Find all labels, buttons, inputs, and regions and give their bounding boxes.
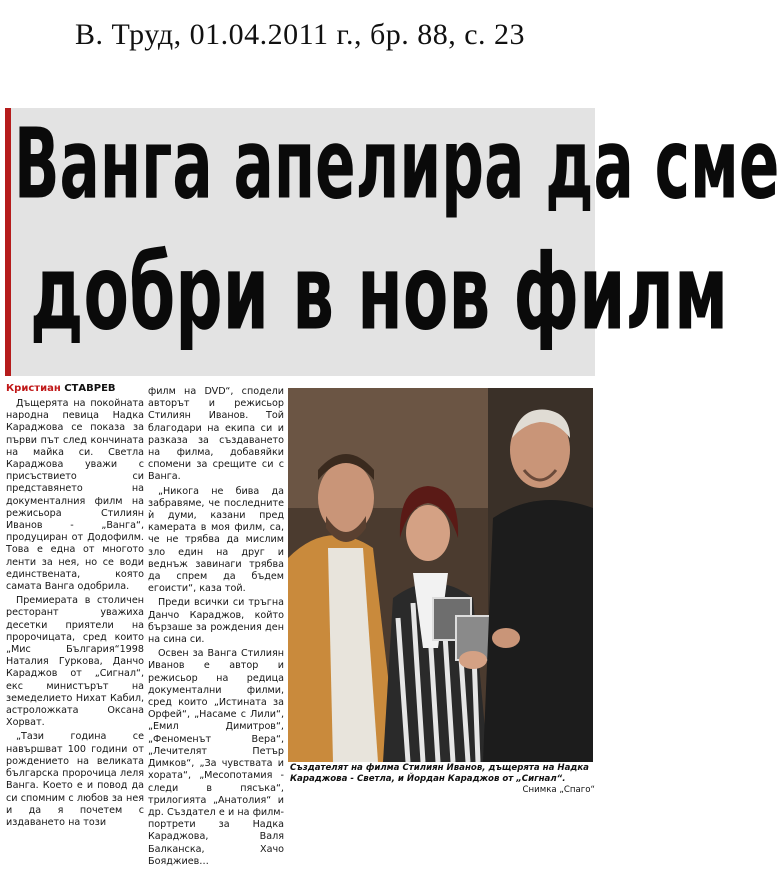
photo-caption [290,763,595,796]
paragraph: филм на DVD“, сподели авторът и режисьор Стилиян Иванов. Той благодари на екипа си и разказа за създаването на филма, добавяйки спомени за срещите си с Ванга. [148,386,284,483]
paragraph: „Никога не бива да забравяме, че последните ѝ думи, казани пред камерата в моя филм, са, че не трябва да мислим зло един на друг и веднъж завинаги трябва да спрем да бъдем егоисти“, каза той. [148,485,284,595]
caption-text: Създателят на филма Стилиян Иванов, дъщерята на Надка Караджова - Светла, и Йордан Караджов от „Сигнал“. [290,763,589,784]
paragraph: Премиерата в столичен ресторант уважиха десетки приятели на пророчицата, сред които „Мис България“1998 Наталия Гуркова, Данчо Караджов от „Сигнал“, екс министърът на земеделието Нихат Кабил, астроложката Оксана Хорват. [6,595,144,729]
byline [6,383,116,394]
article-photo [288,388,593,762]
author-last-name: СТАВРЕВ [64,383,116,394]
photo-illustration [288,388,593,762]
source-line: В. Труд, 01.04.2011 г., бр. 88, с. 23 [74,18,526,51]
article-column-1 [6,398,144,831]
paragraph: „Тази година се навършват 100 години от рождението на великата българска пророчица леля Ванга. Което е и повод да си спомним с любов за нея и да я почетем с издаването на този [6,731,144,828]
woman-face [406,505,450,561]
photo-credit: Снимка „Спаго“ [522,785,595,795]
author-first-name: Кристиан [6,383,61,394]
paragraph: Дъщерята на покойната народна певица Надка Караджова се показа за първи път след кончината на майка си. Светла Караджова уважи с присъствието си представянето на документалния филм на режисьора Стилиян Иванов - „Ванга“, продуциран от Додофилм. Това е една от многото ленти за нея, но се води единствената, която самата Ванга одобрила. [6,398,144,593]
paragraph: Освен за Ванга Стилиян Иванов е автор и режисьор на редица документални филми, сред които „Истината за Орфей“, „Насаме с Лили“, „Емил Димитров“, „Феноменът Вера“, „Лечителят Петър Димков“, „За чувствата и хората“, „Месопотамия - следи в пясъка“, трилогията „Анатолия“ и др. Създател е и на филм-портрети за Надка Караджова, Валя Балканска, Хачо Бояджиев… [148,648,284,867]
headline-line-1: Ванга апелира да сме [14,106,779,221]
paragraph: Преди всички си тръгна Данчо Караджов, който бързаше за рождения ден на сина си. [148,597,284,646]
headline-line-2: добри в нов филм [30,231,729,354]
article-column-2 [148,386,284,870]
